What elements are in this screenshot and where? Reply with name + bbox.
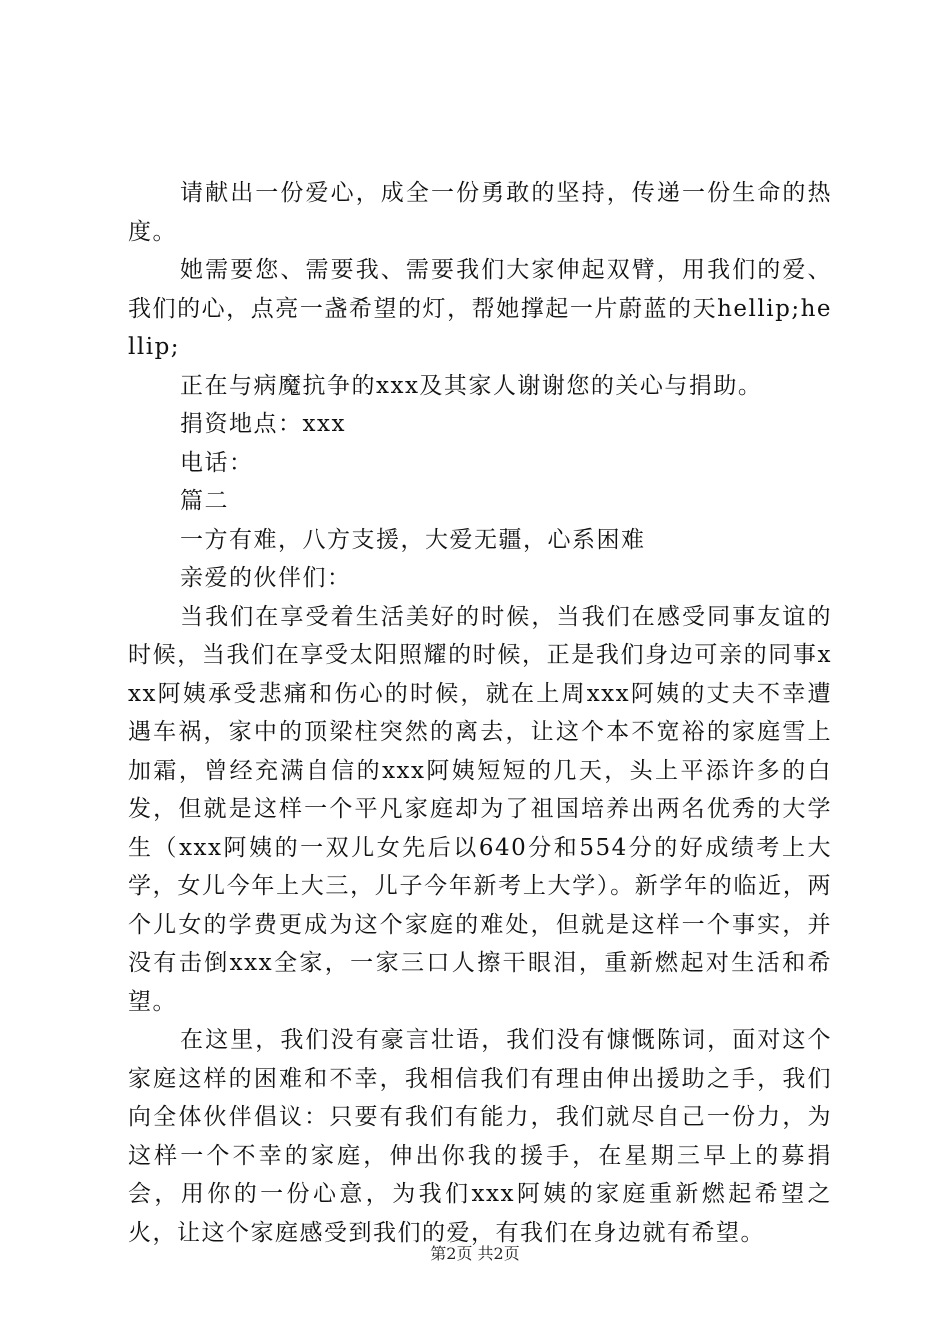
document-body <box>128 174 832 1252</box>
paragraph-thanks: 正在与病魔抗争的xxx及其家人谢谢您的关心与捐助。 <box>180 372 763 399</box>
paragraph-proposal: 在这里，我们没有豪言壮语，我们没有慷慨陈词，面对这个家庭这样的困难和不幸，我相信我们有理由伸出援助之手，我们向全体伙伴倡议：只要有我们有能力，我们就尽自己一份力，为这样一个不幸的家庭，伸出你我的援手，在星期三早上的募捐会，用你的一份心意，为我们xxx阿姨的家庭重新燃起希望之火，让这个家庭感受到我们的爱，有我们在身边就有希望。 <box>128 1027 832 1246</box>
paragraph-need: 她需要您、需要我、需要我们大家伸起双臂，用我们的爱、我们的心，点亮一盏希望的灯，帮她撑起一片蔚蓝的天hellip;hellip; <box>128 257 832 360</box>
paragraph-donation-location: 捐资地点：xxx <box>180 411 346 437</box>
section-heading: 篇二 <box>180 488 229 514</box>
salutation: 亲爱的伙伴们： <box>180 565 352 591</box>
section-subtitle: 一方有难，八方支援，大爱无疆，心系困难 <box>180 526 646 553</box>
page-number-footer: 第2页 共2页 <box>430 1244 520 1263</box>
paragraph-story: 当我们在享受着生活美好的时候，当我们在感受同事友谊的时候，当我们在享受太阳照耀的时候，正是我们身边可亲的同事xxx阿姨承受悲痛和伤心的时候，就在上周xxx阿姨的丈夫不幸遭遇车祸，家中的顶梁柱突然的离去，让这个本不宽裕的家庭雪上加霜，曾经充满自信的xxx阿姨短短的几天，头上平添许多的白发，但就是这样一个平凡家庭却为了祖国培养出两名优秀的大学生（xxx阿姨的一双儿女先后以640分和554分的好成绩考上大学，女儿今年上大三，儿子今年新考上大学）。新学年的临近，两个儿女的学费更成为这个家庭的难处，但就是这样一个事实，并没有击倒xxx全家，一家三口人擦干眼泪，重新燃起对生活和希望。 <box>128 603 832 1015</box>
paragraph-phone: 电话： <box>180 449 254 476</box>
paragraph-appeal: 请献出一份爱心，成全一份勇敢的坚持，传递一份生命的热度。 <box>128 180 832 245</box>
